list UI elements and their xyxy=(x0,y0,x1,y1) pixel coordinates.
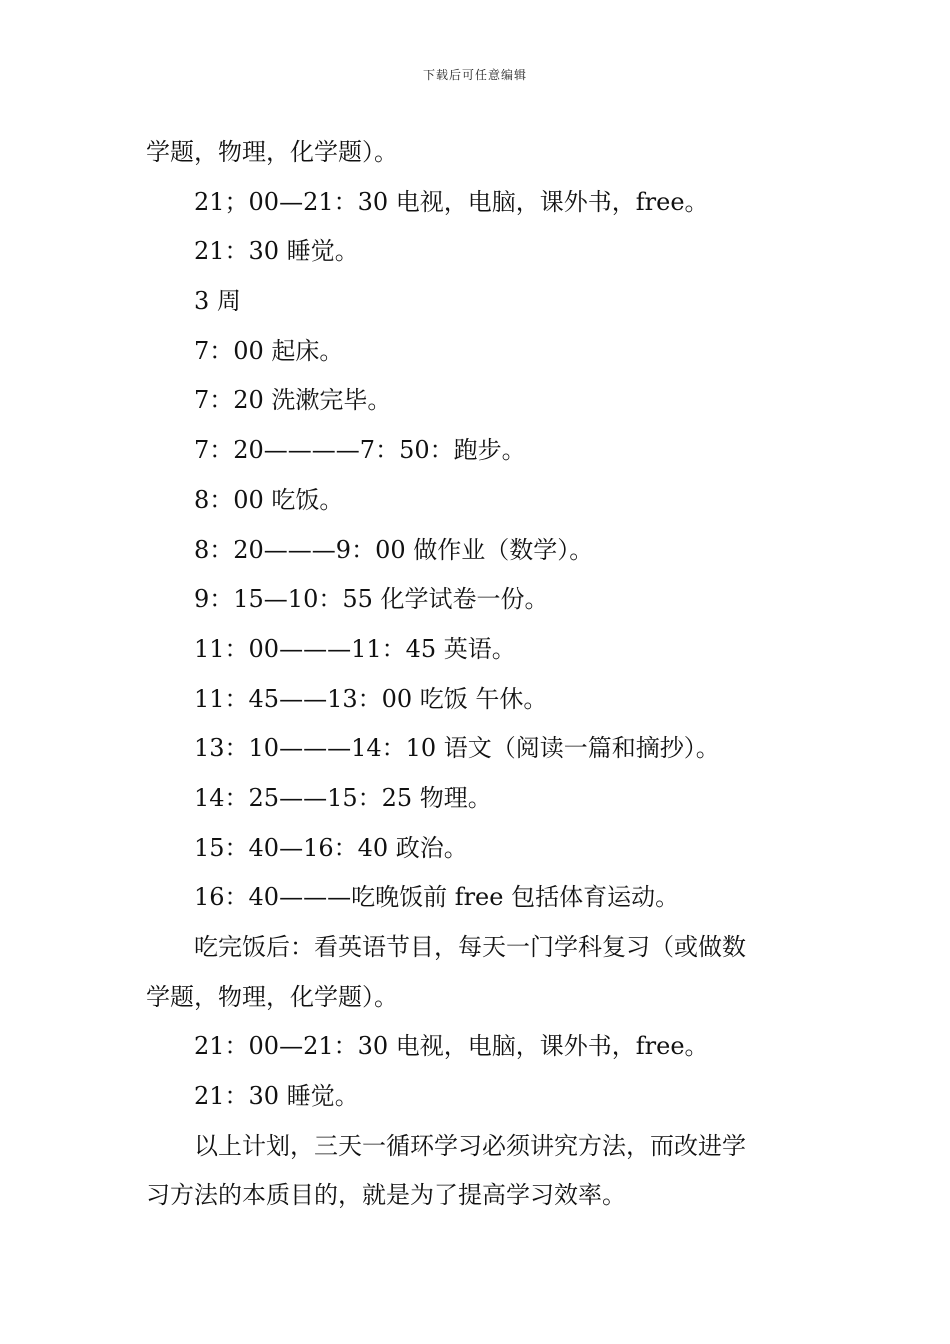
text-line: 11：00———11：45 英语。 xyxy=(194,634,516,663)
text-line: 21；00—21：30 电视，电脑，课外书，free。 xyxy=(194,187,709,216)
text-line: 15：40—16：40 政治。 xyxy=(194,833,468,862)
text-line: 以上计划，三天一循环学习必须讲究方法，而改进学 xyxy=(194,1131,746,1160)
text-line: 7：20————7：50：跑步。 xyxy=(194,436,526,465)
text-line: 7：20 洗漱完毕。 xyxy=(194,386,392,415)
section-heading: 3 周 xyxy=(194,287,241,316)
text-line: 9：15—10：55 化学试卷一份。 xyxy=(194,585,549,614)
text-line: 16：40———吃晚饭前 free 包括体育运动。 xyxy=(194,883,680,912)
text-line: 11：45——13：00 吃饭 午休。 xyxy=(194,684,548,713)
text-line: 21：00—21：30 电视，电脑，课外书，free。 xyxy=(194,1032,709,1061)
page-header-note: 下载后可任意编辑 xyxy=(422,68,527,82)
text-line: 习方法的本质目的，就是为了提高学习效率。 xyxy=(146,1181,626,1210)
text-line: 学题，物理，化学题）。 xyxy=(146,982,398,1011)
text-line: 8：20———9：00 做作业（数学）。 xyxy=(194,535,594,564)
text-line: 21：30 睡觉。 xyxy=(194,1082,359,1111)
text-line: 学题，物理，化学题）。 xyxy=(146,138,398,166)
text-line: 21：30 睡觉。 xyxy=(194,237,359,266)
text-line: 7：00 起床。 xyxy=(194,336,344,365)
text-line: 13：10———14：10 语文（阅读一篇和摘抄）。 xyxy=(194,734,720,763)
document-body xyxy=(146,128,811,1221)
text-line: 8：00 吃饭。 xyxy=(194,485,344,514)
text-line: 14：25——15：25 物理。 xyxy=(194,783,492,812)
text-line: 吃完饭后：看英语节目，每天一门学科复习（或做数 xyxy=(194,933,746,961)
